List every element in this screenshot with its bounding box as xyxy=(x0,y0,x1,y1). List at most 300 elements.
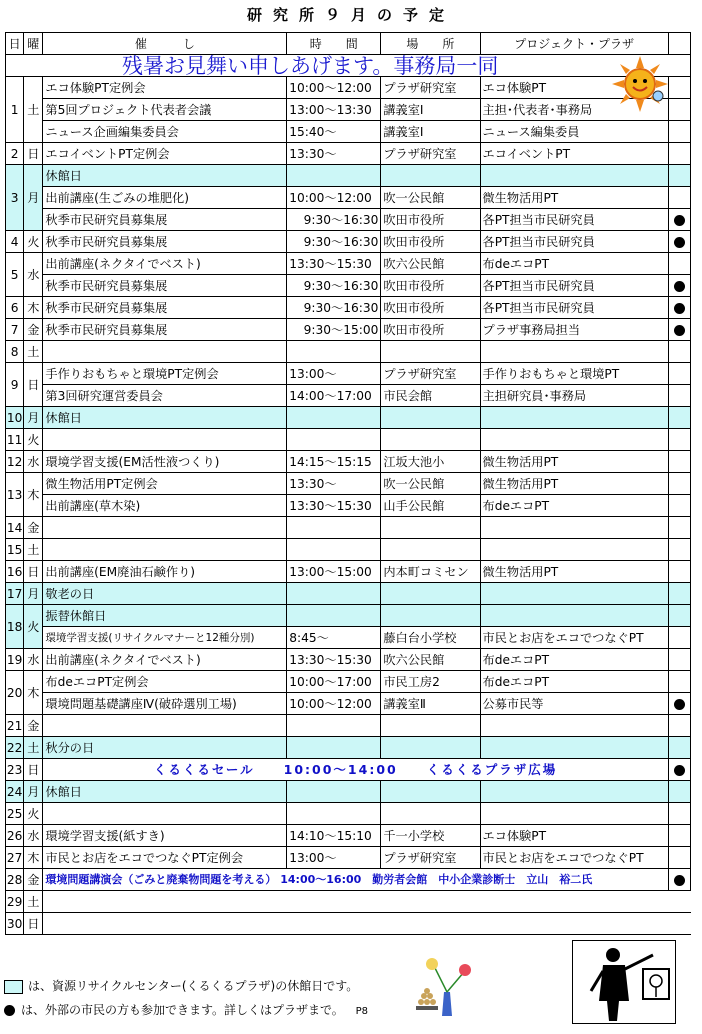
project-cell: エコイベントPT xyxy=(480,143,668,165)
project-cell: 布deエコPT xyxy=(480,671,668,693)
time-cell: 14:00～17:00 xyxy=(287,385,381,407)
project-cell xyxy=(480,803,668,825)
dot-icon xyxy=(674,237,685,248)
day-cell: 24 xyxy=(6,781,24,803)
place-cell: 市民会館 xyxy=(381,385,480,407)
weekday-cell: 水 xyxy=(24,825,43,847)
project-cell: 主担･代表者･事務局 xyxy=(480,99,668,121)
schedule-row xyxy=(6,561,691,583)
day-cell: 25 xyxy=(6,803,24,825)
place-cell xyxy=(381,407,480,429)
place-cell: 吹田市役所 xyxy=(381,231,480,253)
time-cell: 15:40～ xyxy=(287,121,381,143)
schedule-row xyxy=(6,253,691,275)
event-cell xyxy=(43,803,287,825)
project-cell: 手作りおもちゃと環境PT xyxy=(480,363,668,385)
day-cell: 12 xyxy=(6,451,24,473)
project-cell: 各PT担当市民研究員 xyxy=(480,275,668,297)
event-cell: 第3回研究運営委員会 xyxy=(43,385,287,407)
event-cell: 振替休館日 xyxy=(43,605,287,627)
header-time: 時 間 xyxy=(287,33,381,55)
event-cell: 微生物活用PT定例会 xyxy=(43,473,287,495)
day-cell: 28 xyxy=(6,869,24,891)
schedule-row xyxy=(6,825,691,847)
schedule-row xyxy=(6,715,691,737)
time-cell xyxy=(287,341,381,363)
weekday-cell: 金 xyxy=(24,869,43,891)
time-cell: 13:30～ xyxy=(287,473,381,495)
participation-mark xyxy=(668,583,690,605)
weekday-cell: 木 xyxy=(24,671,43,715)
day-cell: 13 xyxy=(6,473,24,517)
schedule-row xyxy=(6,891,691,913)
time-cell: 8:45～ xyxy=(287,627,381,649)
time-cell: 14:10～15:10 xyxy=(287,825,381,847)
page-number: P8 xyxy=(355,1006,369,1017)
page-title: 研究所９月の予定 xyxy=(246,6,455,24)
place-cell xyxy=(381,429,480,451)
dot-icon xyxy=(674,215,685,226)
day-cell: 15 xyxy=(6,539,24,561)
event-cell: 第5回プロジェクト代表者会議 xyxy=(43,99,287,121)
event-cell: 秋季市民研究員募集展 xyxy=(43,275,287,297)
time-cell xyxy=(287,583,381,605)
place-cell: プラザ研究室 xyxy=(381,847,480,869)
day-cell: 7 xyxy=(6,319,24,341)
schedule-row xyxy=(6,407,691,429)
dot-icon xyxy=(674,303,685,314)
participation-mark xyxy=(668,825,690,847)
time-cell: 9:30～16:30 xyxy=(287,275,381,297)
time-cell: 13:00～ xyxy=(287,847,381,869)
time-cell: 10:00～12:00 xyxy=(287,693,381,715)
participation-mark xyxy=(668,77,690,99)
weekday-cell: 土 xyxy=(24,341,43,363)
event-cell: 手作りおもちゃと環境PT定例会 xyxy=(43,363,287,385)
place-cell: 講義室Ⅱ xyxy=(381,693,480,715)
project-cell: ニュース編集委員 xyxy=(480,121,668,143)
weekday-cell: 火 xyxy=(24,231,43,253)
time-cell xyxy=(287,165,381,187)
weekday-cell: 火 xyxy=(24,605,43,649)
schedule-row xyxy=(6,913,691,935)
project-cell xyxy=(480,165,668,187)
sale-event: くるくるセール 10:00～14:00 くるくるプラザ広場 xyxy=(43,759,668,781)
participation-mark xyxy=(668,253,690,275)
place-cell xyxy=(381,737,480,759)
time-cell: 10:00～12:00 xyxy=(287,187,381,209)
weekday-cell: 日 xyxy=(24,143,43,165)
dot-icon xyxy=(674,765,685,776)
schedule-row xyxy=(6,495,691,517)
project-cell xyxy=(480,429,668,451)
header-weekday: 曜 xyxy=(24,33,43,55)
event-cell: 出前講座(ネクタイでベスト) xyxy=(43,253,287,275)
event-cell: 秋季市民研究員募集展 xyxy=(43,209,287,231)
participation-mark xyxy=(668,165,690,187)
project-cell: 市民とお店をエコでつなぐPT xyxy=(480,627,668,649)
project-cell xyxy=(480,583,668,605)
schedule-row xyxy=(6,869,691,891)
project-cell: エコ体験PT xyxy=(480,825,668,847)
weekday-cell: 金 xyxy=(24,517,43,539)
event-cell xyxy=(43,341,287,363)
event-cell: 布deエコPT定例会 xyxy=(43,671,287,693)
schedule-row xyxy=(6,803,691,825)
schedule-row xyxy=(6,539,691,561)
place-cell: 吹田市役所 xyxy=(381,297,480,319)
day-cell: 16 xyxy=(6,561,24,583)
schedule-row xyxy=(6,429,691,451)
place-cell: 吹一公民館 xyxy=(381,187,480,209)
day-cell: 29 xyxy=(6,891,24,913)
event-cell: 出前講座(生ごみの堆肥化) xyxy=(43,187,287,209)
schedule-row xyxy=(6,187,691,209)
event-cell xyxy=(43,715,287,737)
weekday-cell: 土 xyxy=(24,539,43,561)
empty-cell xyxy=(43,891,691,913)
project-cell xyxy=(480,517,668,539)
time-cell xyxy=(287,429,381,451)
place-cell xyxy=(381,539,480,561)
weekday-cell: 日 xyxy=(24,363,43,407)
event-cell xyxy=(43,429,287,451)
place-cell xyxy=(381,605,480,627)
weekday-cell: 日 xyxy=(24,759,43,781)
participation-mark xyxy=(668,99,690,121)
project-cell: 各PT担当市民研究員 xyxy=(480,297,668,319)
participation-mark xyxy=(668,451,690,473)
day-cell: 23 xyxy=(6,759,24,781)
day-cell: 20 xyxy=(6,671,24,715)
place-cell xyxy=(381,517,480,539)
participation-mark xyxy=(668,561,690,583)
legend-closed-text: は、資源リサイクルセンター(くるくるプラザ)の休館日です。 xyxy=(28,979,359,993)
project-cell: 微生物活用PT xyxy=(480,561,668,583)
schedule-row xyxy=(6,363,691,385)
schedule-row xyxy=(6,231,691,253)
dot-icon xyxy=(674,281,685,292)
schedule-row xyxy=(6,517,691,539)
project-cell xyxy=(480,605,668,627)
header-day: 日 xyxy=(6,33,24,55)
weekday-cell: 木 xyxy=(24,847,43,869)
participation-mark xyxy=(668,803,690,825)
place-cell: プラザ研究室 xyxy=(381,363,480,385)
project-cell: 微生物活用PT xyxy=(480,187,668,209)
event-cell: 休館日 xyxy=(43,407,287,429)
time-cell: 14:15～15:15 xyxy=(287,451,381,473)
project-cell xyxy=(480,341,668,363)
time-cell: 13:00～15:00 xyxy=(287,561,381,583)
place-cell: 藤白台小学校 xyxy=(381,627,480,649)
header-row xyxy=(6,33,691,55)
participation-mark xyxy=(668,429,690,451)
time-cell xyxy=(287,517,381,539)
place-cell: プラザ研究室 xyxy=(381,143,480,165)
participation-mark xyxy=(668,781,690,803)
schedule-row xyxy=(6,759,691,781)
place-cell: 内本町コミセン xyxy=(381,561,480,583)
participation-mark xyxy=(668,495,690,517)
project-cell xyxy=(480,737,668,759)
participation-mark xyxy=(668,517,690,539)
project-cell: 微生物活用PT xyxy=(480,451,668,473)
participation-mark xyxy=(668,341,690,363)
time-cell: 10:00～17:00 xyxy=(287,671,381,693)
event-cell: 環境学習支援(EM活性液つくり) xyxy=(43,451,287,473)
time-cell: 10:00～12:00 xyxy=(287,77,381,99)
schedule-row xyxy=(6,693,691,715)
schedule-row xyxy=(6,451,691,473)
day-cell: 21 xyxy=(6,715,24,737)
project-cell xyxy=(480,781,668,803)
schedule-row xyxy=(6,671,691,693)
weekday-cell: 土 xyxy=(24,737,43,759)
participation-mark xyxy=(668,869,690,891)
place-cell xyxy=(381,165,480,187)
participation-mark xyxy=(668,121,690,143)
participation-mark xyxy=(668,627,690,649)
day-cell: 11 xyxy=(6,429,24,451)
schedule-row xyxy=(6,473,691,495)
time-cell: 13:30～15:30 xyxy=(287,253,381,275)
schedule-table xyxy=(5,32,691,935)
weekday-cell: 木 xyxy=(24,473,43,517)
lecture-event: 環境問題講演会（ごみと廃棄物問題を考える） 14:00～16:00 勤労者会館 中小企業診断士 立山 裕二氏 xyxy=(43,869,668,891)
legend-closed xyxy=(4,977,358,994)
place-cell: 講義室Ⅰ xyxy=(381,99,480,121)
participation-mark xyxy=(668,363,690,385)
project-cell xyxy=(480,407,668,429)
day-cell: 14 xyxy=(6,517,24,539)
schedule-row xyxy=(6,77,691,99)
weekday-cell: 金 xyxy=(24,715,43,737)
weekday-cell: 土 xyxy=(24,891,43,913)
schedule-row xyxy=(6,209,691,231)
weekday-cell: 水 xyxy=(24,649,43,671)
header-event: 催 し xyxy=(43,33,287,55)
event-cell: 出前講座(草木染) xyxy=(43,495,287,517)
project-cell: 各PT担当市民研究員 xyxy=(480,209,668,231)
event-cell: 秋季市民研究員募集展 xyxy=(43,231,287,253)
empty-cell xyxy=(43,913,691,935)
participation-mark xyxy=(668,187,690,209)
day-cell: 1 xyxy=(6,77,24,143)
time-cell xyxy=(287,407,381,429)
weekday-cell: 土 xyxy=(24,77,43,143)
place-cell: プラザ研究室 xyxy=(381,77,480,99)
flower-vase-icon xyxy=(412,952,482,1018)
legend-open xyxy=(4,1001,368,1018)
participation-mark xyxy=(668,649,690,671)
participation-mark xyxy=(668,297,690,319)
participation-mark xyxy=(668,715,690,737)
time-cell xyxy=(287,715,381,737)
participation-mark xyxy=(668,671,690,693)
place-cell: 千一小学校 xyxy=(381,825,480,847)
participation-mark xyxy=(668,693,690,715)
place-cell: 吹田市役所 xyxy=(381,319,480,341)
project-cell: 各PT担当市民研究員 xyxy=(480,231,668,253)
place-cell xyxy=(381,803,480,825)
day-cell: 22 xyxy=(6,737,24,759)
participation-mark xyxy=(668,143,690,165)
project-cell: 市民とお店をエコでつなぐPT xyxy=(480,847,668,869)
time-cell: 9:30～16:30 xyxy=(287,231,381,253)
event-cell: 休館日 xyxy=(43,165,287,187)
dot-icon xyxy=(674,325,685,336)
day-cell: 2 xyxy=(6,143,24,165)
day-cell: 3 xyxy=(6,165,24,231)
place-cell: 江坂大池小 xyxy=(381,451,480,473)
participation-mark xyxy=(668,275,690,297)
event-cell xyxy=(43,517,287,539)
event-cell: 休館日 xyxy=(43,781,287,803)
place-cell: 講義室Ⅰ xyxy=(381,121,480,143)
project-cell: 布deエコPT xyxy=(480,649,668,671)
event-cell: 出前講座(EM廃油石鹸作り) xyxy=(43,561,287,583)
project-cell xyxy=(480,539,668,561)
schedule-row xyxy=(6,165,691,187)
time-cell: 13:00～13:30 xyxy=(287,99,381,121)
schedule-row xyxy=(6,297,691,319)
participation-mark xyxy=(668,539,690,561)
event-cell: 秋分の日 xyxy=(43,737,287,759)
place-cell xyxy=(381,583,480,605)
day-cell: 26 xyxy=(6,825,24,847)
day-cell: 10 xyxy=(6,407,24,429)
participation-mark xyxy=(668,473,690,495)
project-cell: 公募市民等 xyxy=(480,693,668,715)
legend-open-text: は、外部の市民の方も参加できます。詳しくはプラザまで。 xyxy=(21,1003,344,1017)
place-cell: 吹田市役所 xyxy=(381,209,480,231)
schedule-row xyxy=(6,737,691,759)
place-cell xyxy=(381,341,480,363)
weekday-cell: 金 xyxy=(24,319,43,341)
weekday-cell: 日 xyxy=(24,561,43,583)
project-cell xyxy=(480,715,668,737)
time-cell xyxy=(287,605,381,627)
weekday-cell: 火 xyxy=(24,429,43,451)
event-cell: エコ体験PT定例会 xyxy=(43,77,287,99)
participation-mark xyxy=(668,759,690,781)
project-cell: 布deエコPT xyxy=(480,495,668,517)
time-cell xyxy=(287,737,381,759)
time-cell: 9:30～15:00 xyxy=(287,319,381,341)
event-cell: エコイベントPT定例会 xyxy=(43,143,287,165)
day-cell: 5 xyxy=(6,253,24,297)
schedule-row xyxy=(6,143,691,165)
time-cell: 13:30～15:30 xyxy=(287,495,381,517)
participation-mark xyxy=(668,605,690,627)
day-cell: 18 xyxy=(6,605,24,649)
day-cell: 8 xyxy=(6,341,24,363)
place-cell: 吹六公民館 xyxy=(381,649,480,671)
schedule-row xyxy=(6,121,691,143)
schedule-row xyxy=(6,385,691,407)
day-cell: 27 xyxy=(6,847,24,869)
weekday-cell: 水 xyxy=(24,451,43,473)
time-cell: 9:30～16:30 xyxy=(287,209,381,231)
header-mark xyxy=(668,33,690,55)
greeting-banner: 残暑お見舞い申しあげます。事務局一同 xyxy=(6,55,691,77)
schedule-row xyxy=(6,847,691,869)
event-cell: 市民とお店をエコでつなぐPT定例会 xyxy=(43,847,287,869)
time-cell: 13:00～ xyxy=(287,363,381,385)
schedule-row xyxy=(6,275,691,297)
day-cell: 4 xyxy=(6,231,24,253)
day-cell: 6 xyxy=(6,297,24,319)
schedule-row xyxy=(6,341,691,363)
event-cell: ニュース企画編集委員会 xyxy=(43,121,287,143)
weekday-cell: 水 xyxy=(24,253,43,297)
place-cell xyxy=(381,781,480,803)
participation-mark xyxy=(668,209,690,231)
event-cell: 環境問題基礎講座Ⅳ(破砕選別工場) xyxy=(43,693,287,715)
day-cell: 9 xyxy=(6,363,24,407)
place-cell: 吹六公民館 xyxy=(381,253,480,275)
header-place: 場 所 xyxy=(381,33,480,55)
project-cell: プラザ事務局担当 xyxy=(480,319,668,341)
banner-row xyxy=(6,55,691,77)
event-cell: 環境学習支援(リサイクルマナーと12種分別) xyxy=(43,627,287,649)
schedule-row xyxy=(6,627,691,649)
weekday-cell: 火 xyxy=(24,803,43,825)
sun-icon xyxy=(612,56,668,112)
event-cell: 環境学習支援(紙すき) xyxy=(43,825,287,847)
time-cell xyxy=(287,803,381,825)
weekday-cell: 日 xyxy=(24,913,43,935)
time-cell xyxy=(287,781,381,803)
presenter-illustration xyxy=(572,940,676,1024)
dot-icon xyxy=(674,875,685,886)
place-cell: 吹一公民館 xyxy=(381,473,480,495)
weekday-cell: 木 xyxy=(24,297,43,319)
schedule-row xyxy=(6,319,691,341)
time-cell: 13:30～15:30 xyxy=(287,649,381,671)
schedule-row xyxy=(6,583,691,605)
place-cell xyxy=(381,715,480,737)
place-cell: 吹田市役所 xyxy=(381,275,480,297)
weekday-cell: 月 xyxy=(24,165,43,231)
header-project: プロジェクト・プラザ xyxy=(480,33,668,55)
participation-mark xyxy=(668,847,690,869)
project-cell: 布deエコPT xyxy=(480,253,668,275)
schedule-row xyxy=(6,605,691,627)
time-cell: 13:30～ xyxy=(287,143,381,165)
weekday-cell: 月 xyxy=(24,407,43,429)
participation-mark xyxy=(668,231,690,253)
schedule-row xyxy=(6,99,691,121)
event-cell: 秋季市民研究員募集展 xyxy=(43,297,287,319)
weekday-cell: 月 xyxy=(24,781,43,803)
project-cell: 主担研究員･事務局 xyxy=(480,385,668,407)
event-cell: 出前講座(ネクタイでベスト) xyxy=(43,649,287,671)
dot-icon xyxy=(4,1005,15,1016)
project-cell: エコ体験PT xyxy=(480,77,668,99)
cyan-swatch xyxy=(4,980,23,994)
place-cell: 山手公民館 xyxy=(381,495,480,517)
participation-mark xyxy=(668,407,690,429)
participation-mark xyxy=(668,385,690,407)
participation-mark xyxy=(668,737,690,759)
schedule-row xyxy=(6,781,691,803)
participation-mark xyxy=(668,319,690,341)
day-cell: 19 xyxy=(6,649,24,671)
place-cell: 市民工房2 xyxy=(381,671,480,693)
weekday-cell: 月 xyxy=(24,583,43,605)
